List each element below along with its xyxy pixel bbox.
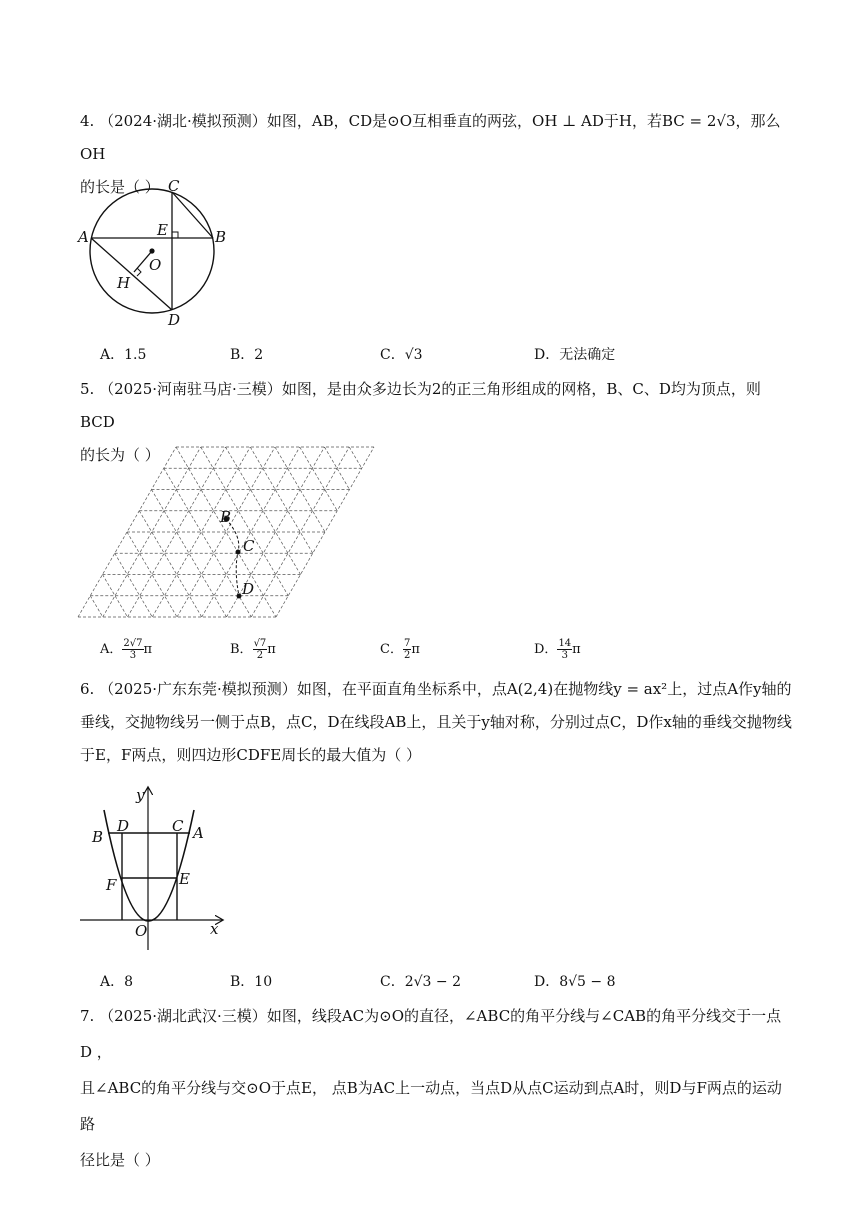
question-7-line-2: 且∠ABC的角平分线与交⊙O于点E， 点B为AC上一动点，当点D从点C运动到点A时，则D与F两点的运动路	[80, 1079, 782, 1133]
label-c: C	[168, 177, 180, 195]
label-a: A	[78, 228, 89, 246]
option-a: A． $\frac{2√7}{3}$ π	[100, 638, 153, 661]
label-e: E	[157, 221, 168, 239]
label-c: C	[172, 817, 184, 835]
label-d: D	[168, 311, 181, 329]
grid-line	[250, 447, 313, 553]
question-text: 如图，AB，CD是⊙O互相垂直的两弦，OH ⊥ AD于H，若BC = 2√3，那么OH	[80, 112, 781, 163]
option-b: B．2	[230, 347, 264, 363]
segment-bc	[172, 192, 213, 238]
question-7-line-1	[80, 998, 792, 1070]
center-point-o	[149, 248, 154, 253]
label-c: C	[243, 537, 255, 555]
point-d	[237, 594, 242, 599]
grid-line	[176, 447, 276, 617]
question-source: （2025·湖北武汉·三模）	[99, 1007, 267, 1025]
grid-line	[115, 553, 153, 617]
label-f: F	[106, 876, 117, 894]
label-e: E	[179, 870, 190, 888]
question-4-line-1	[80, 105, 792, 171]
option-b: B．10	[230, 974, 273, 990]
label-h: H	[117, 274, 131, 292]
question-5-line-1	[80, 373, 792, 439]
option-b: B． $\frac{√7}{2}$ π	[230, 638, 276, 661]
option-c: C．√3	[380, 347, 423, 363]
right-angle-mark-e	[172, 232, 178, 238]
option-d: D． $\frac{14}{3}$ π	[534, 638, 581, 661]
circle-chords-figure	[75, 175, 235, 330]
question-text: 如图，是由众多边长为2的正三角形组成的网格，B、C、D均为顶点，则BCD	[80, 380, 761, 431]
question-6-line-3: 于E，F两点，则四边形CDFE周长的最大值为（ ）	[80, 746, 421, 764]
question-6-line-2: 垂线，交抛物线另一侧于点B，点C，D在线段AB上，且关于y轴对称，分别过点C，D作x轴的垂线交抛物线	[80, 713, 792, 731]
label-o: O	[149, 256, 162, 274]
question-5-line-2: 的长为（ ）	[80, 446, 160, 464]
question-7	[80, 998, 792, 1178]
grid-line	[251, 447, 349, 617]
question-number: 4.	[80, 112, 95, 130]
label-b: B	[215, 228, 227, 246]
option-c: C．2√3 − 2	[380, 974, 461, 990]
question-4-line-2: 的长是（ ）	[80, 178, 160, 196]
grid-line	[103, 447, 201, 617]
label-b: B	[220, 508, 232, 526]
option-a: A．8	[100, 974, 134, 990]
option-d: D．8√5 − 8	[534, 974, 616, 990]
question-number: 5.	[80, 380, 95, 398]
grid-line	[139, 511, 202, 617]
grid-line	[349, 447, 362, 468]
label-x: x	[210, 920, 219, 938]
grid-line	[90, 596, 103, 617]
question-source: （2025·广东东莞·模拟预测）	[99, 680, 297, 698]
triangle-grid-figure	[70, 440, 380, 625]
segment-ad	[91, 238, 172, 310]
label-o: O	[135, 922, 148, 940]
option-a: A．1.5	[100, 347, 147, 363]
label-a: A	[193, 824, 204, 842]
question-7-line-3: 径比是（ ）	[80, 1151, 160, 1169]
point-c	[236, 550, 241, 555]
question-6-line-1	[80, 673, 792, 706]
question-6	[80, 673, 792, 772]
option-c: C． $\frac{7}{2}$ π	[380, 638, 420, 661]
question-text: 如图，在平面直角坐标系中，点A(2,4)在抛物线y = ax²上，过点A作y轴的	[296, 680, 792, 698]
label-d: D	[242, 580, 255, 598]
question-number: 7.	[80, 1007, 95, 1025]
question-source: （2024·湖北·模拟预测）	[99, 112, 267, 130]
grid-line	[177, 447, 275, 617]
label-y: y	[136, 786, 145, 804]
grid-line	[300, 447, 338, 511]
option-d: D．无法确定	[534, 347, 616, 363]
parabola-figure	[75, 780, 235, 950]
label-d: D	[117, 817, 130, 835]
question-number: 6.	[80, 680, 95, 698]
grid-line	[201, 447, 289, 596]
right-angle-mark-h	[137, 268, 141, 276]
question-source: （2025·河南驻马店·三模）	[99, 380, 282, 398]
question-text: 如图，线段AC为⊙O的直径，∠ABC的角平分线与∠CAB的角平分线交于一点D ，	[80, 1007, 782, 1061]
label-b: B	[92, 828, 104, 846]
